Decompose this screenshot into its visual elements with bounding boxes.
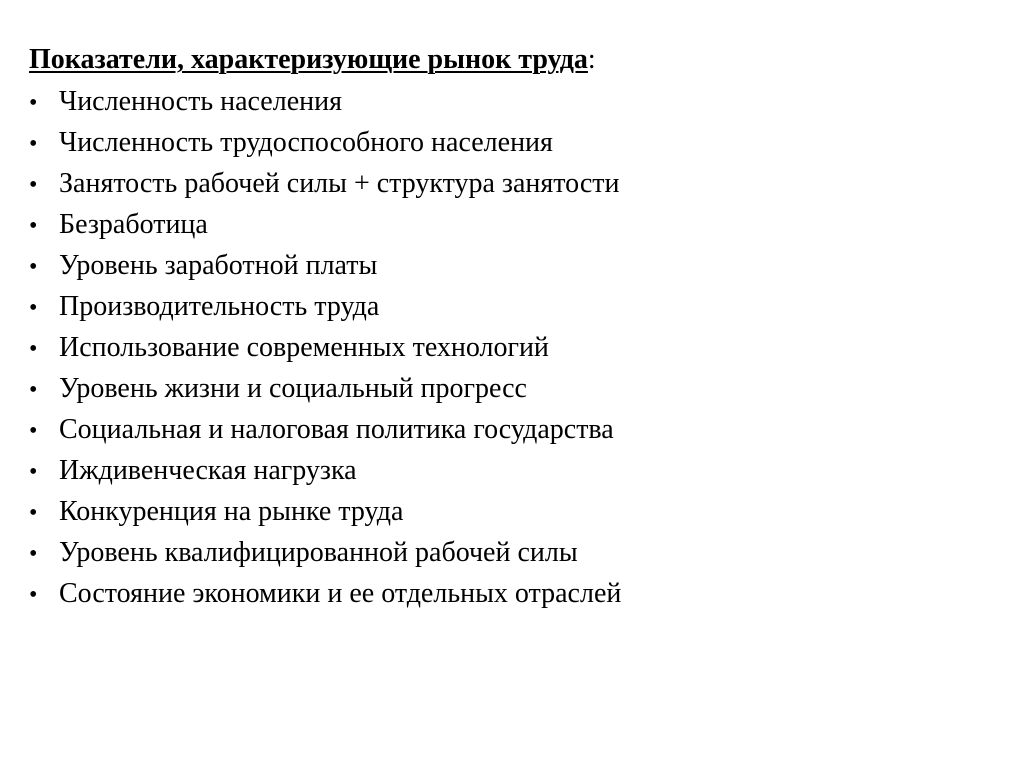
list-item <box>29 491 621 532</box>
page-title-suffix: : <box>587 44 596 75</box>
bullet-icon: • <box>29 336 38 362</box>
list-item-text: Иждивенческая нагрузка <box>59 455 357 486</box>
page-title <box>29 40 596 80</box>
list-item <box>29 368 621 409</box>
list-item-text: Уровень жизни и социальный прогресс <box>59 373 527 404</box>
bullet-icon: • <box>29 582 38 608</box>
list-item-text: Использование современных технологий <box>59 332 549 363</box>
indicator-list <box>29 81 621 614</box>
list-item <box>29 409 621 450</box>
bullet-icon: • <box>29 90 38 116</box>
list-item-text: Уровень квалифицированной рабочей силы <box>59 537 578 568</box>
bullet-icon: • <box>29 541 38 567</box>
list-item-text: Производительность труда <box>59 291 380 322</box>
list-item-text: Занятость рабочей силы + структура занятости <box>59 168 620 199</box>
list-item <box>29 245 621 286</box>
bullet-icon: • <box>29 131 38 157</box>
bullet-icon: • <box>29 500 38 526</box>
bullet-icon: • <box>29 459 38 485</box>
list-item <box>29 122 621 163</box>
bullet-icon: • <box>29 295 38 321</box>
list-item-text: Численность трудоспособного населения <box>59 127 553 158</box>
list-item-text: Уровень заработной платы <box>59 250 378 281</box>
page-title-text: Показатели, характеризующие рынок труда <box>29 44 588 75</box>
list-item <box>29 450 621 491</box>
list-item <box>29 81 621 122</box>
bullet-icon: • <box>29 418 38 444</box>
bullet-icon: • <box>29 213 38 239</box>
list-item <box>29 286 621 327</box>
list-item <box>29 163 621 204</box>
list-item <box>29 204 621 245</box>
bullet-icon: • <box>29 254 38 280</box>
list-item-text: Состояние экономики и ее отдельных отраслей <box>59 578 622 609</box>
list-item-text: Численность населения <box>59 86 342 117</box>
bullet-icon: • <box>29 172 38 198</box>
list-item-text: Безработица <box>59 209 208 240</box>
list-item-text: Конкуренция на рынке труда <box>59 496 404 527</box>
list-item <box>29 327 621 368</box>
list-item-text: Социальная и налоговая политика государства <box>59 414 614 445</box>
list-item <box>29 532 621 573</box>
list-item <box>29 573 621 614</box>
bullet-icon: • <box>29 377 38 403</box>
